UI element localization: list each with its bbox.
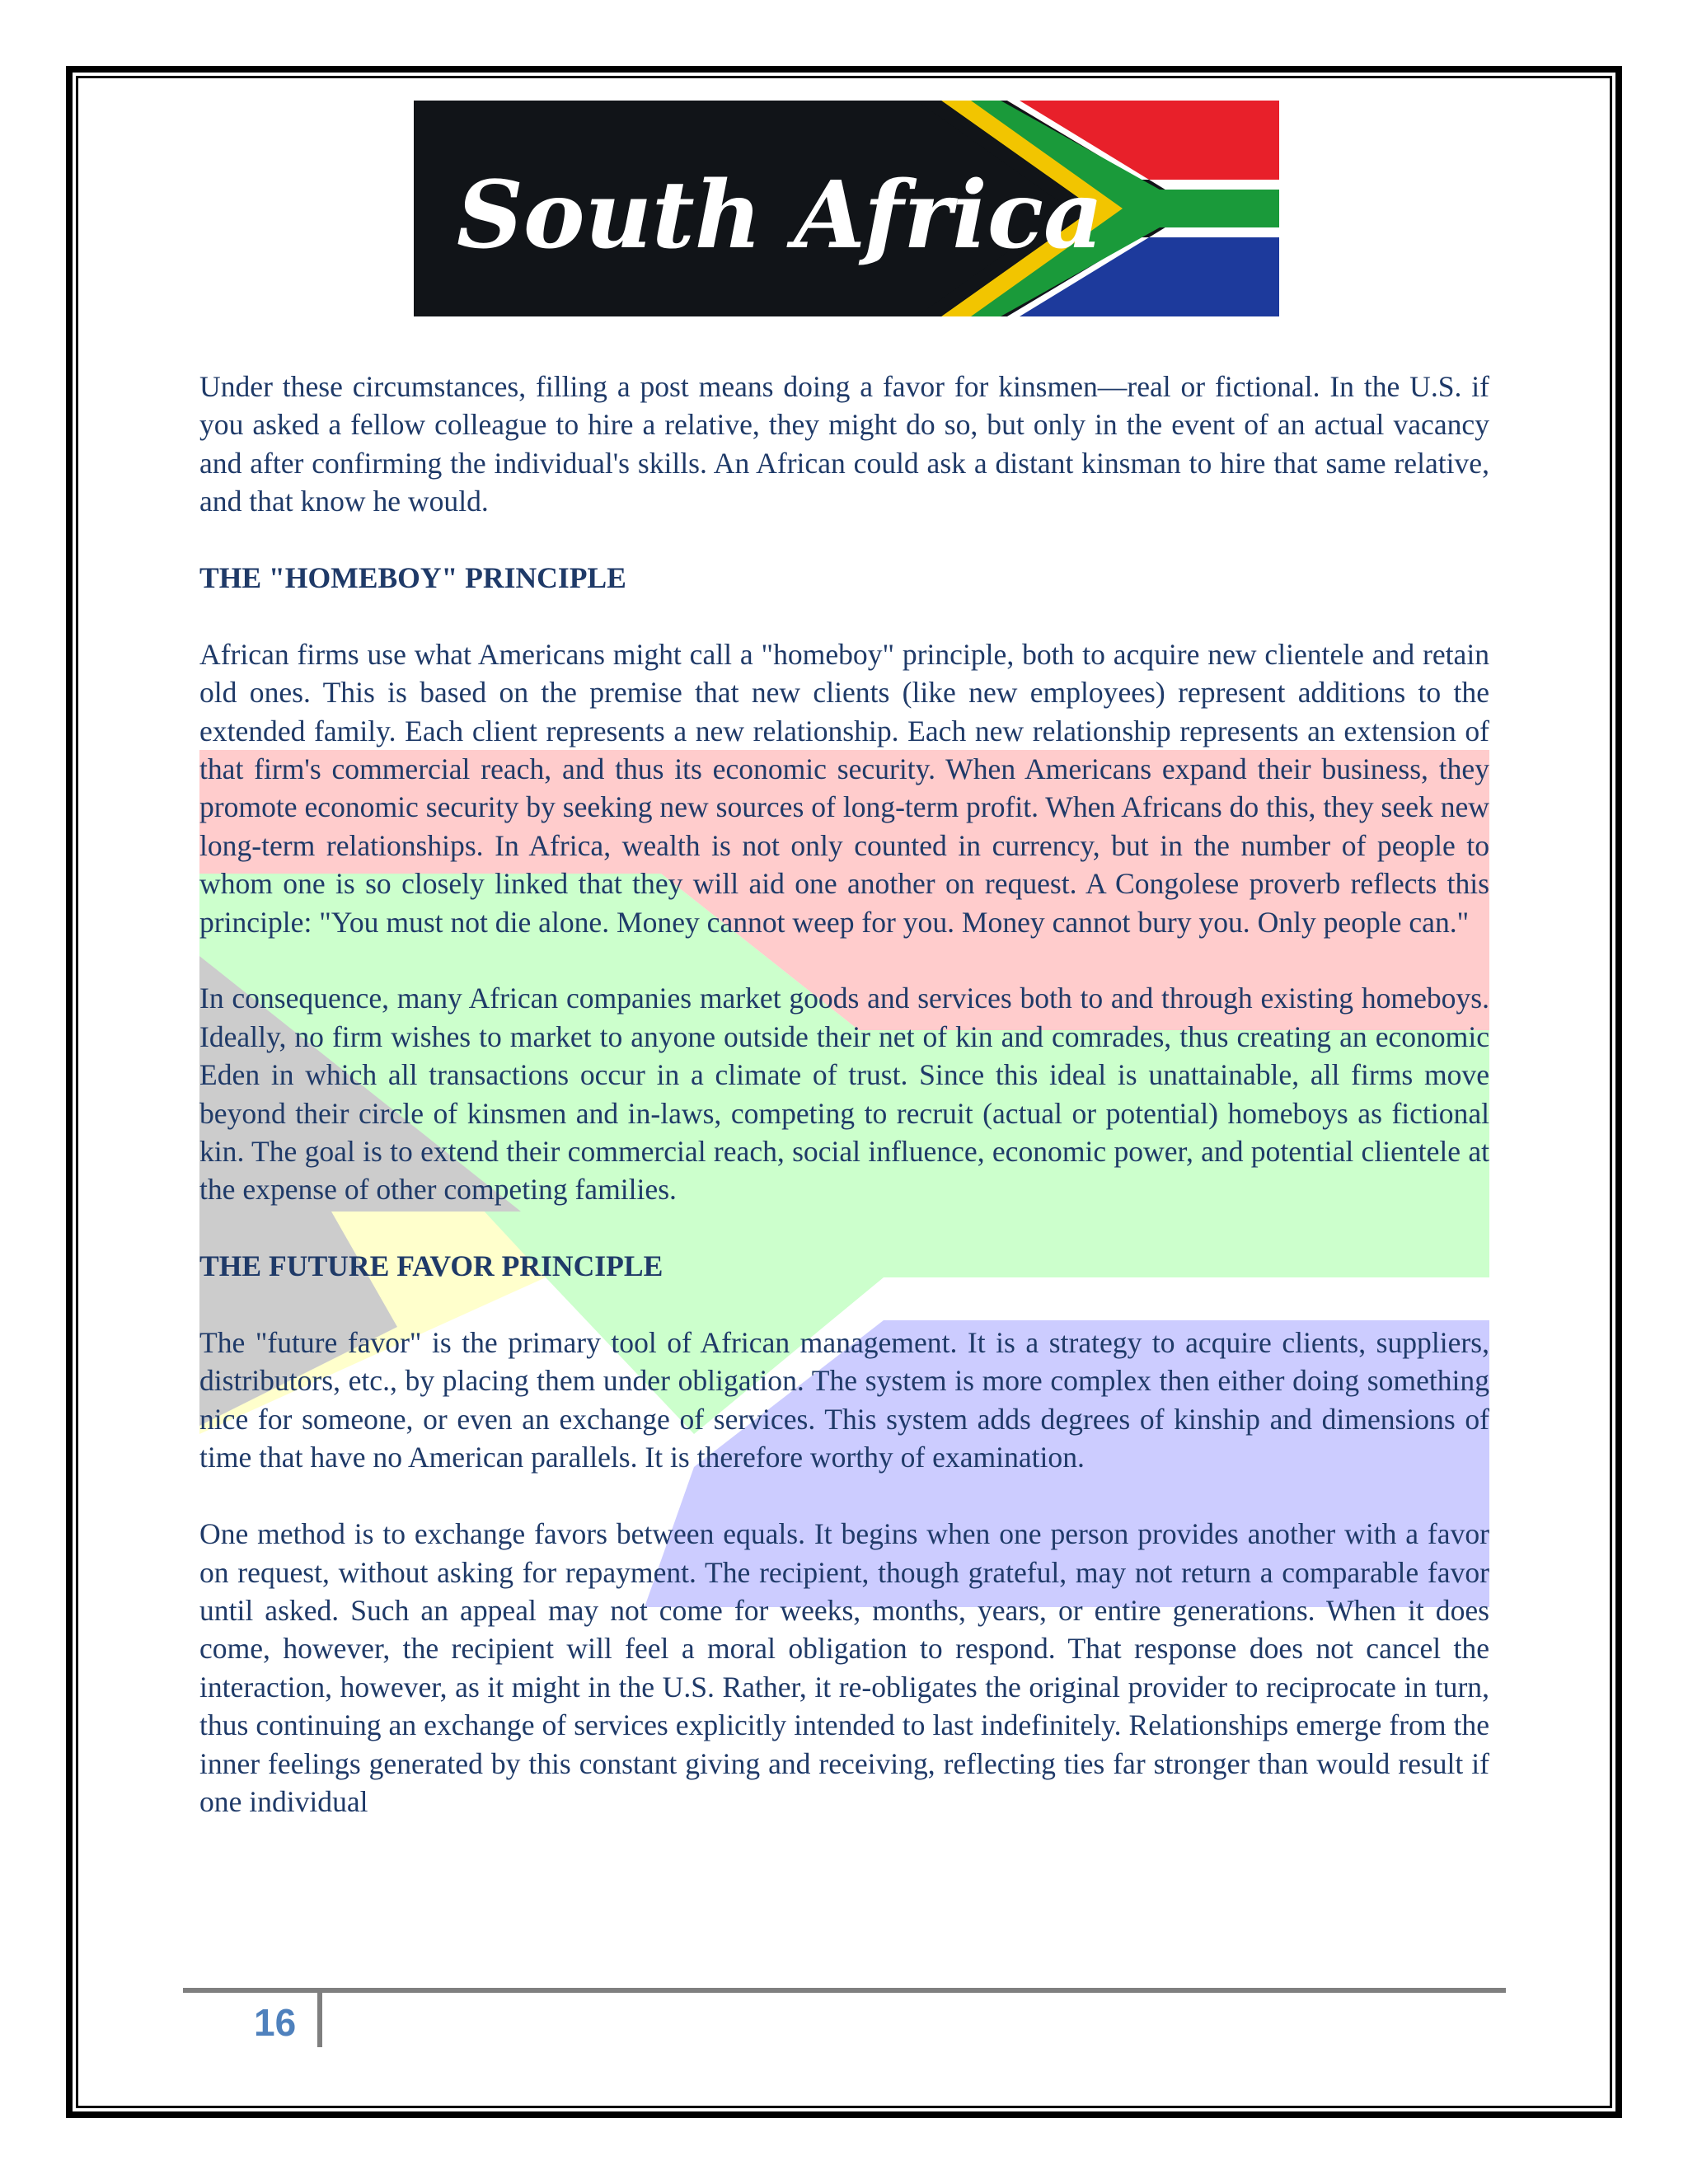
heading-future-favor-principle: THE FUTURE FAVOR PRINCIPLE [199,1249,663,1283]
paragraph-2: African firms use what Americans might call a "homeboy" principle, both to acquire new clientele and retain old ones. This is based on the premise that new clients (like new employees) represent additions to the extended family. Each client represents a new relationship. Each new relationship represents an extension of that firm's commercial reach, and thus its economic security. When Americans expand their business, they promote economic security by seeking new sources of long-term profit. When Africans do this, they seek new long-term relationships. In Africa, wealth is not only counted in currency, but in the number of people to whom one is so closely linked that they will aid one another on request. A Congolese proverb reflects this principle: "You must not die alone. Money cannot weep for you. Money cannot bury you. Only people can." [199,637,1489,939]
page-number-divider [317,1993,322,2047]
south-africa-logo [414,101,1279,316]
logo-text: South Africa [457,162,1104,269]
body-text [199,368,1489,1821]
paragraph-5: One method is to exchange favors between equals. It begins when one person provides another with a favor on request, without asking for repayment. The recipient, though grateful, may not return a comparable favor until asked. Such an appeal may not come for weeks, months, years, or entire generations. When it does come, however, the recipient will feel a moral obligation to respond. That response does not cancel the interaction, however, as it might in the U.S. Rather, it re-obligates the original provider to reciprocate in turn, thus continuing an exchange of services explicitly intended to last indefinitely. Relationships emerge from the inner feelings generated by this constant giving and receiving, reflecting ties far stronger than would result if one individual [199,1517,1489,1818]
heading-homeboy-principle: THE "HOMEBOY" PRINCIPLE [199,561,626,595]
footer-rule [183,1988,1506,1993]
paragraph-4: The "future favor" is the primary tool of African management. It is a strategy to acquire clients, suppliers, distributors, etc., by placing them under obligation. The system is more complex then either doing something nice for someone, or even an exchange of services. This system adds degrees of kinship and dimensions of time that have no American parallels. It is therefore worthy of examination. [199,1326,1489,1474]
paragraph-1: Under these circumstances, filling a post means doing a favor for kinsmen—real or fictional. In the U.S. if you asked a fellow colleague to hire a relative, they might do so, but only in the event of an actual vacancy and after confirming the individual's skills. An African could ask a distant kinsman to hire that same relative, and that know he would. [199,370,1489,518]
page-number: 16 [254,2001,297,2044]
paragraph-3: In consequence, many African companies market goods and services both to and through existing homeboys. Ideally, no firm wishes to market to anyone outside their net of kin and comrades, thus creating an economic Eden in which all transactions occur in a climate of trust. Since this ideal is unattainable, all firms move beyond their circle of kinsmen and in-laws, competing to recruit (actual or potential) homeboys as fictional kin. The goal is to extend their commercial reach, social influence, economic power, and potential clientele at the expense of other competing families. [199,982,1489,1207]
